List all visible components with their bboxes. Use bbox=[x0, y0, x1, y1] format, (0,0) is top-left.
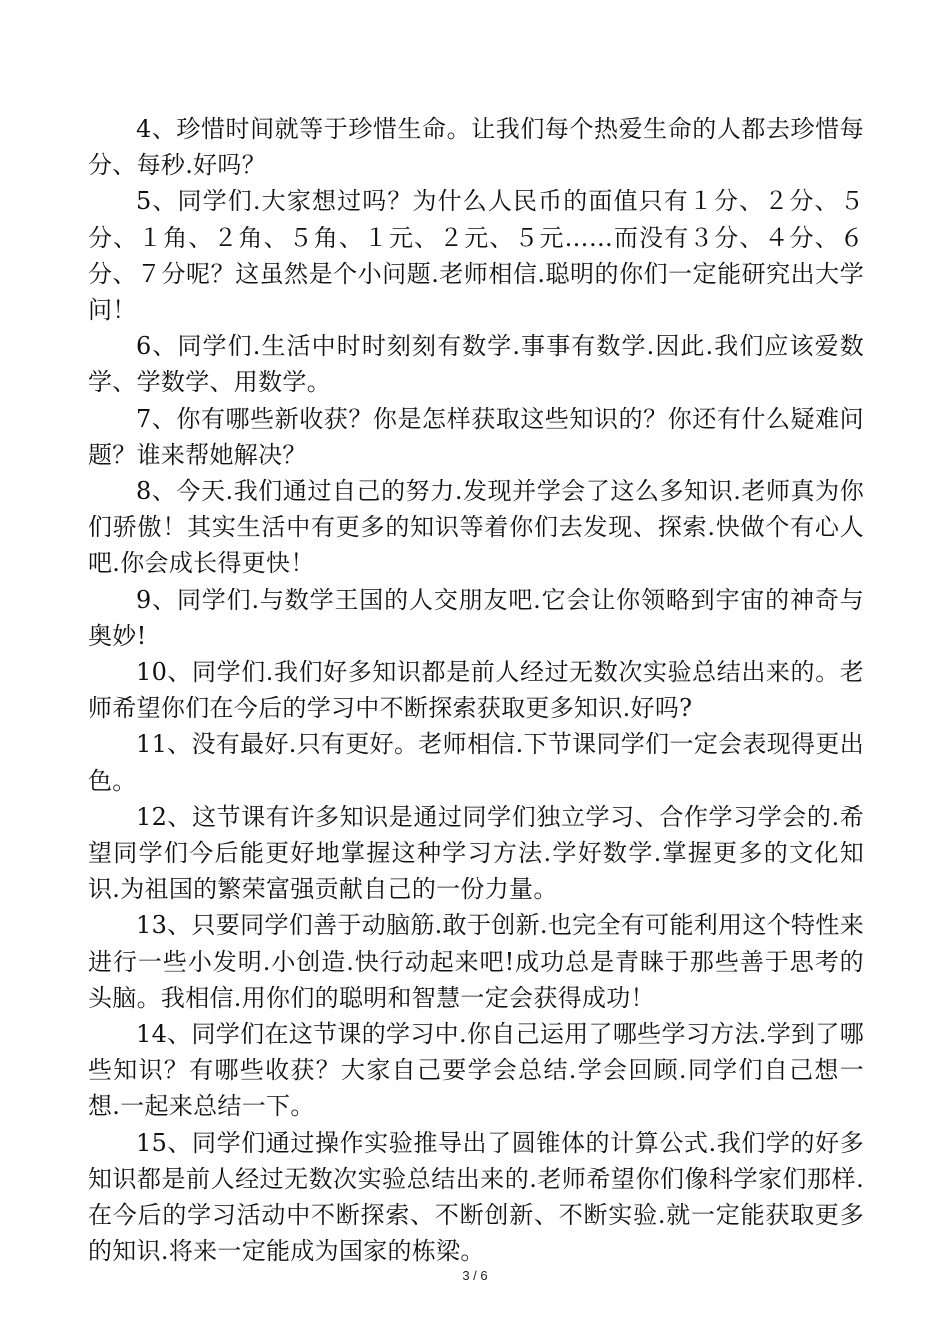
paragraph-11: 11、没有最好.只有更好。老师相信.下节课同学们一定会表现得更出色。 bbox=[88, 730, 864, 795]
paragraph-6: 6、同学们.生活中时时刻刻有数学.事事有数学.因此.我们应该爱数学、学数学、用数学。 bbox=[88, 332, 864, 397]
paragraph-4: 4、珍惜时间就等于珍惜生命。让我们每个热爱生命的人都去珍惜每分、每秒.好吗？ bbox=[88, 115, 864, 180]
paragraph-5: 5、同学们.大家想过吗？为什么人民币的面值只有１分、２分、５分、１角、２角、５角、１元、２元、５元……而没有３分、４分、６分、７分呢？这虽然是个小问题.老师相信.聪明的你们一定能研究出大学问！ bbox=[88, 187, 864, 325]
page-number: 3 / 6 bbox=[462, 1268, 488, 1283]
paragraph-9: 9、同学们.与数学王国的人交朋友吧.它会让你领略到宇宙的神奇与奥妙! bbox=[88, 585, 864, 650]
paragraph-7: 7、你有哪些新收获？你是怎样获取这些知识的？你还有什么疑难问题？谁来帮她解决？ bbox=[88, 404, 864, 469]
paragraph-15: 15、同学们通过操作实验推导出了圆锥体的计算公式.我们学的好多知识都是前人经过无数次实验总结出来的.老师希望你们像科学家们那样.在今后的学习活动中不断探索、不断创新、不断实验.就一定能获取更多的知识.将来一定能成为国家的栋梁。 bbox=[88, 1128, 864, 1266]
paragraph-8: 8、今天.我们通过自己的努力.发现并学会了这么多知识.老师真为你们骄傲！其实生活中有更多的知识等着你们去发现、探索.快做个有心人吧.你会成长得更快！ bbox=[88, 477, 864, 578]
paragraph-14: 14、同学们在这节课的学习中.你自己运用了哪些学习方法.学到了哪些知识？有哪些收获？大家自己要学会总结.学会回顾.同学们自己想一想.一起来总结一下。 bbox=[88, 1020, 864, 1121]
document-body bbox=[88, 111, 864, 1270]
paragraph-10: 10、同学们.我们好多知识都是前人经过无数次实验总结出来的。老师希望你们在今后的学习中不断探索获取更多知识.好吗? bbox=[88, 658, 864, 723]
paragraph-12: 12、这节课有许多知识是通过同学们独立学习、合作学习学会的.希望同学们今后能更好地掌握这种学习方法.学好数学.掌握更多的文化知识.为祖国的繁荣富强贡献自己的一份力量。 bbox=[88, 802, 864, 904]
paragraph-13: 13、只要同学们善于动脑筋.敢于创新.也完全有可能利用这个特性来进行一些小发明.小创造.快行动起来吧!成功总是青睐于那些善于思考的头脑。我相信.用你们的聪明和智慧一定会获得成功！ bbox=[88, 911, 864, 1012]
